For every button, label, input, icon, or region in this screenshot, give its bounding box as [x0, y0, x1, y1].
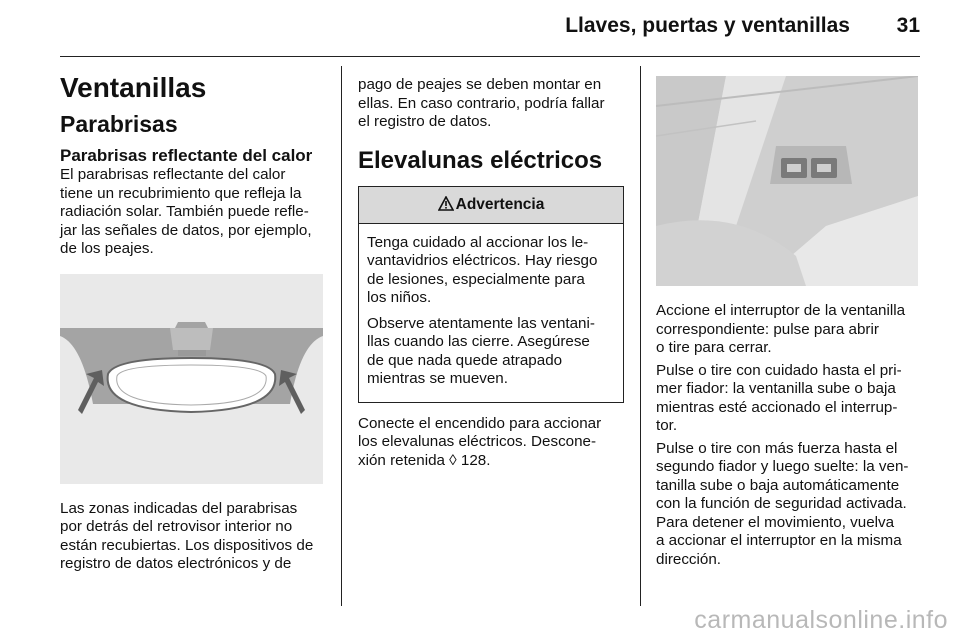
- column-3: [656, 76, 922, 569]
- paragraph: Pulse o tire con cuidado hasta el pri- mer fiador: la ventanilla sube o baja mientras esté accionado el interrup- tor.: [656, 361, 902, 434]
- column-divider-2: [640, 66, 641, 606]
- watermark: carmanualsonline.info: [694, 606, 948, 634]
- paragraph: Las zonas indicadas del parabrisas por detrás del retrovisor interior no están recubiertas. Los dispositivos de registro de datos electrónicos y de: [60, 499, 314, 572]
- windshield-mirror-figure: [60, 274, 323, 484]
- warning-box: [358, 186, 624, 403]
- warning-title: Advertencia: [455, 195, 545, 213]
- paragraph: Conecte el encendido para accionar los elevalunas eléctricos. Descone- xión retenida ◊ 128.: [358, 414, 602, 469]
- page-number: 31: [896, 14, 920, 37]
- section-title: Llaves, puertas y ventanillas: [565, 14, 850, 37]
- rearview-mirror-illustration: [60, 274, 323, 484]
- paragraph: El parabrisas reflectante del calor tiene un recubrimiento que refleja la radiación solar. También puede refle- jar las señales de datos, por ejemplo, de los peajes.: [60, 166, 312, 257]
- warning-paragraph: Tenga cuidado al accionar los le- vantavidrios eléctricos. Hay riesgo de lesiones, especialmente para los niños.: [367, 233, 598, 306]
- paragraph: Accione el interruptor de la ventanilla correspondiente: pulse para abrir o tire para cerrar.: [656, 302, 906, 356]
- warning-triangle-icon: [438, 189, 454, 225]
- section-heading: Parabrisas: [60, 111, 178, 137]
- paragraph: pago de peajes se deben montar en ellas. En caso contrario, podría fallar el registro de datos.: [358, 76, 605, 130]
- warning-paragraph: Observe atentamente las ventani- llas cuando las cierre. Asegúrese de que nada quede atrapado mientras se mueven.: [367, 314, 595, 387]
- warning-body: [359, 224, 623, 402]
- column-divider-1: [341, 66, 342, 606]
- chapter-heading: Ventanillas: [60, 72, 207, 103]
- subsection-heading: Parabrisas reflectante del calor: [60, 146, 313, 165]
- warning-header: [359, 187, 623, 224]
- door-panel-illustration: [656, 76, 918, 286]
- window-switch-figure: [656, 76, 918, 286]
- header-divider: [60, 56, 920, 57]
- section-heading: Elevalunas eléctricos: [358, 146, 603, 174]
- column-1: [60, 72, 328, 574]
- paragraph: Pulse o tire con más fuerza hasta el segundo fiador y luego suelte: la ven- tanilla sube o baja automáticamente con la función de seguridad activada. Para detener el movimiento, vuelva a accionar el interruptor en la misma dirección.: [656, 439, 909, 568]
- column-2: [358, 76, 624, 470]
